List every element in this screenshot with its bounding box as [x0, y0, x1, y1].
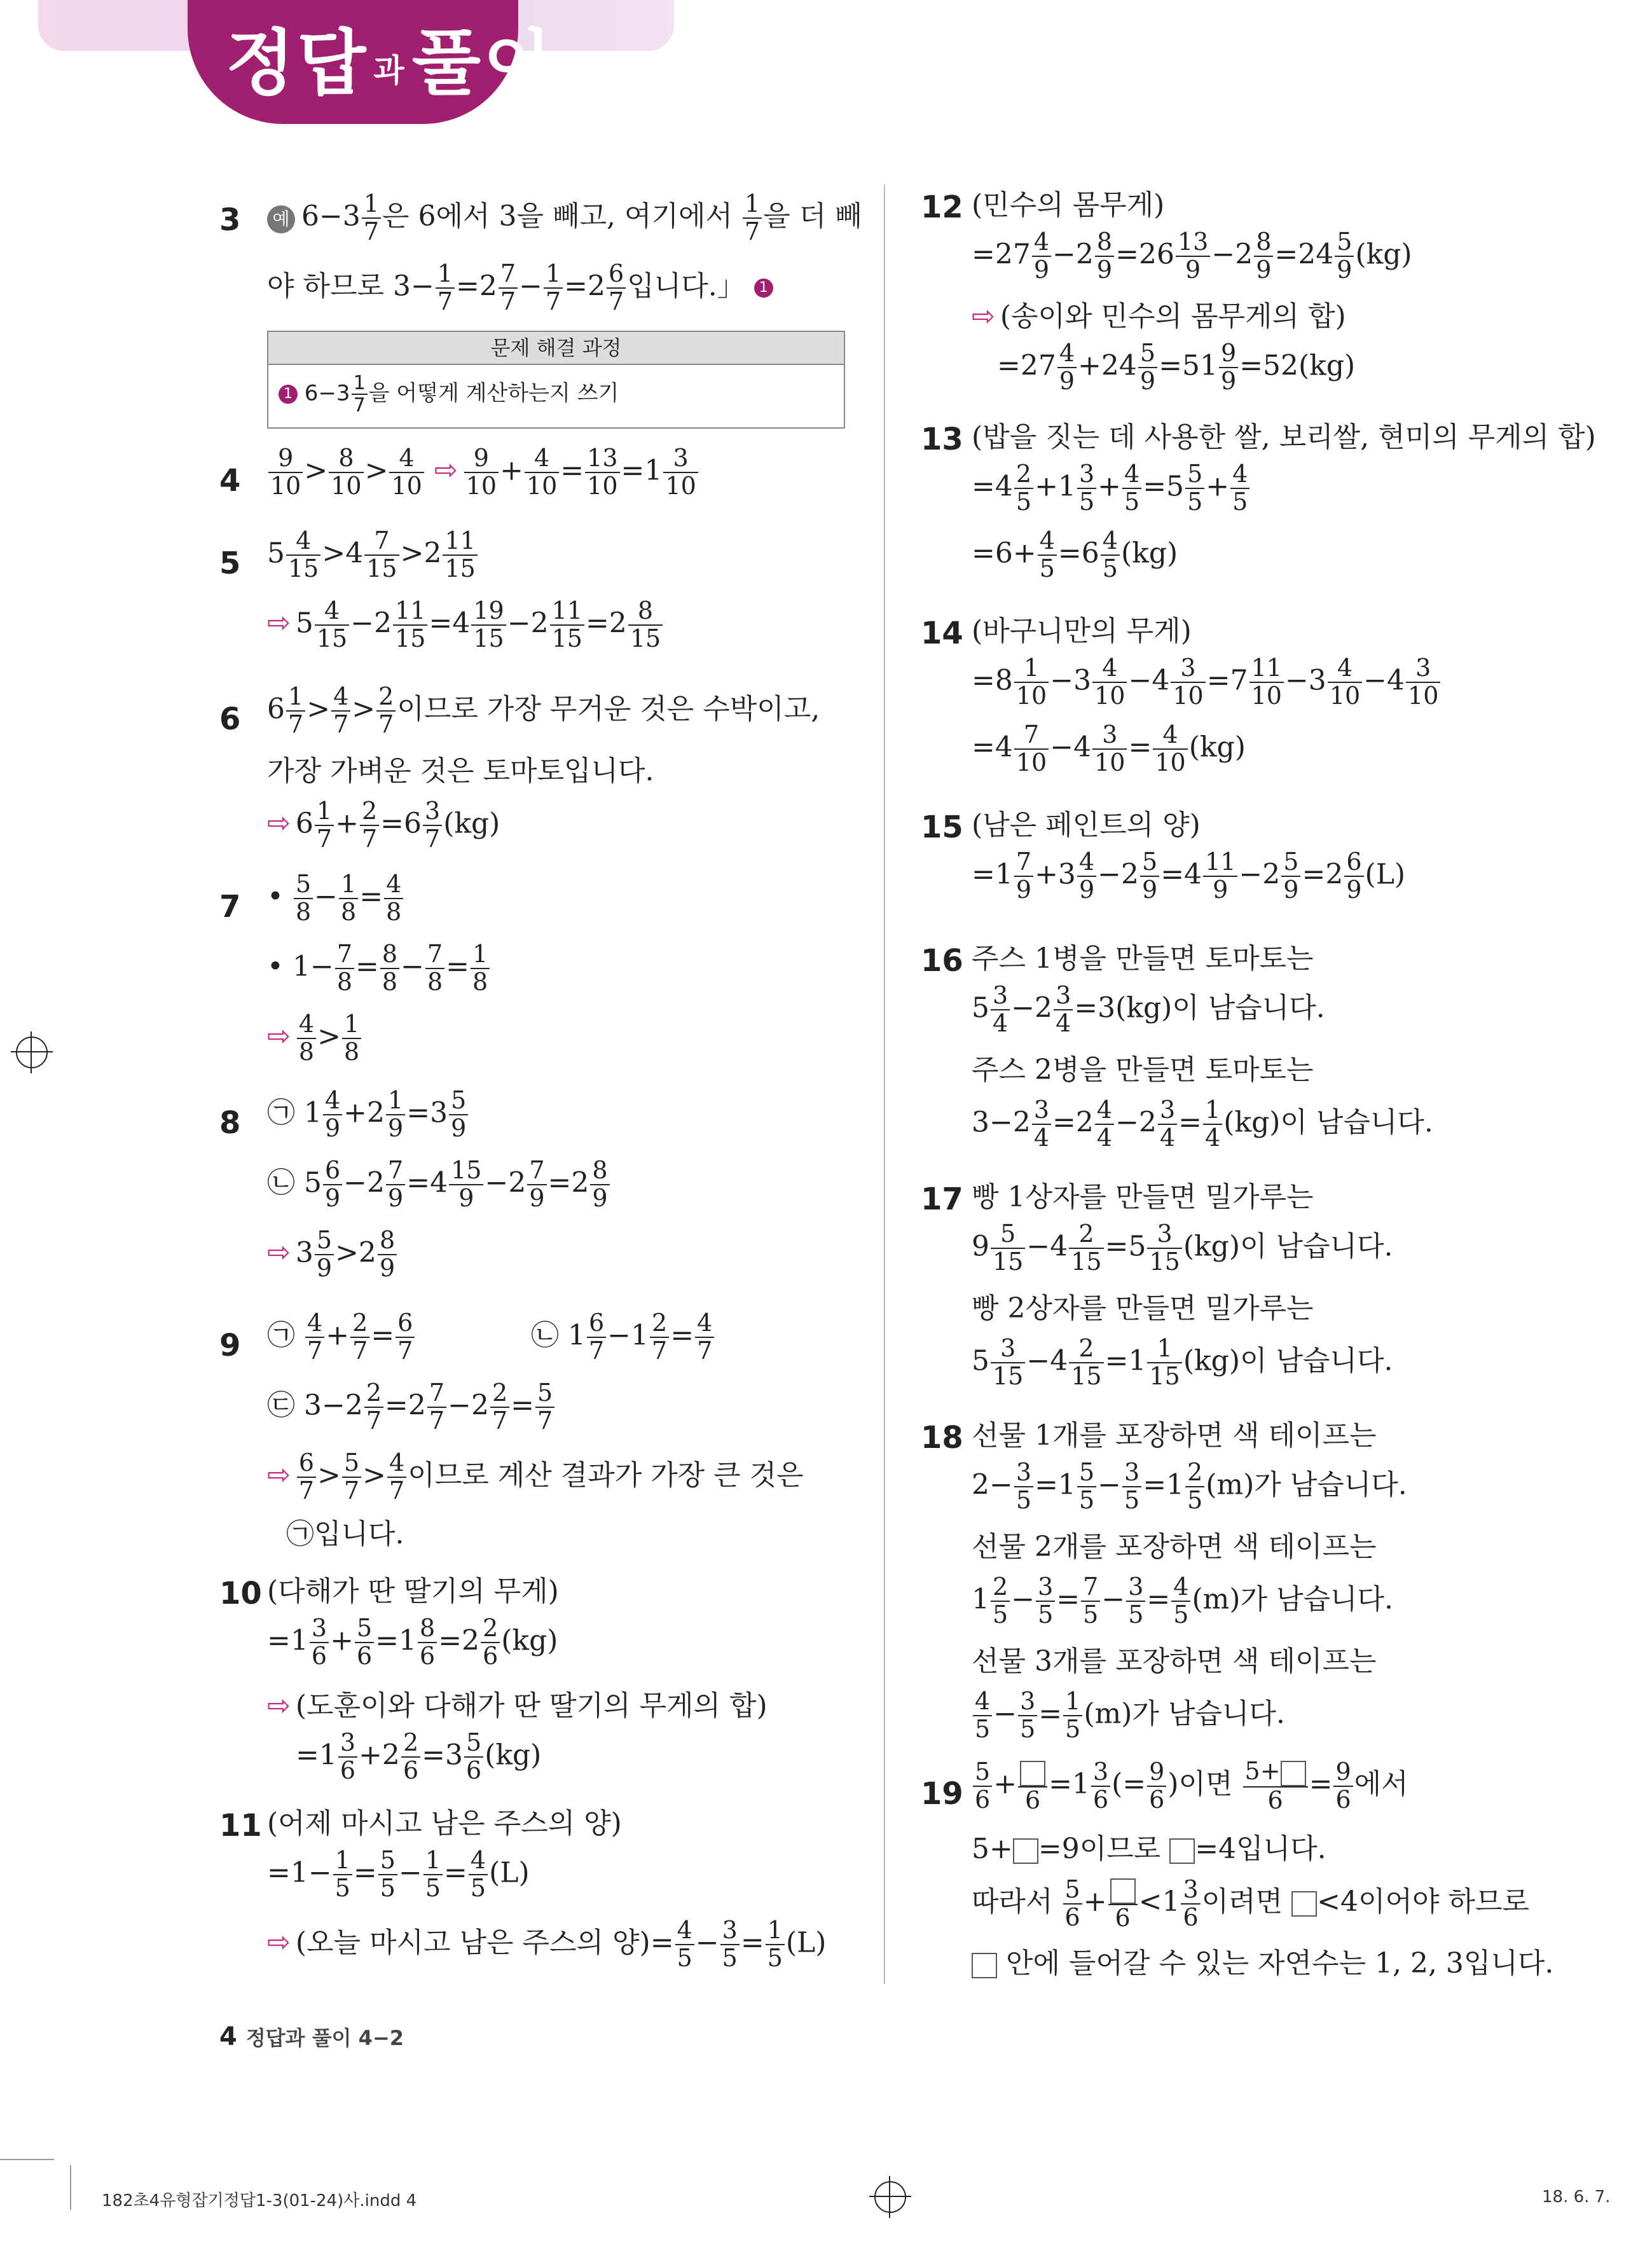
fraction: $\frac{9}{10}$: [268, 445, 303, 500]
problem-number: 4: [219, 463, 241, 499]
text: 이므로 계산 결과가 가장 큰 것은: [408, 1459, 804, 1492]
fraction: $\frac{5}{9}$: [449, 1087, 468, 1142]
problem-3-line1: [267, 191, 862, 245]
fraction: $\frac{7}{5}$: [1081, 1574, 1100, 1629]
step-1-marker: 1: [279, 385, 298, 404]
fraction: $\frac{1}{4}$: [1203, 1097, 1222, 1152]
arrow-icon: ⇨: [267, 607, 291, 640]
text: 은 6에서 3을 빼고, 여기에서: [382, 200, 733, 233]
fraction: $\frac{6}{7}$: [297, 1450, 316, 1505]
fraction: $\frac{4}{5}$: [1101, 528, 1120, 582]
problem-number: 8: [219, 1105, 241, 1141]
fraction: $\frac{5+}{6}$: [1243, 1758, 1308, 1814]
text: 을 더 빼: [763, 200, 862, 233]
fraction: $\frac{5}{5}$: [1185, 461, 1204, 516]
fraction: $\frac{4}{7}$: [695, 1310, 714, 1365]
fraction: $\frac{3}{6}$: [338, 1730, 357, 1784]
fraction: $\frac{5}{6}$: [973, 1759, 992, 1814]
problem-number: 7: [219, 889, 241, 925]
blank-box: [1013, 1838, 1038, 1864]
process-box-body: 1 6−3 $\frac{1}{7}$ 을 어떻게 계산하는지 쓰기: [268, 365, 844, 424]
registration-mark-icon: [874, 2181, 906, 2213]
fraction: $\frac{2}{6}$: [481, 1615, 500, 1670]
problem-16-line1: 주스 1병을 만들면 토마토는: [972, 942, 1314, 975]
fraction: $\frac{4}{7}$: [387, 1450, 406, 1505]
problem-18-line1: 선물 1개를 포장하면 색 테이프는: [972, 1419, 1377, 1452]
print-file-name: 182초4유형잡기정답1-3(01-24)사.indd 4: [102, 2191, 417, 2210]
fraction: $\frac{3}{10}$: [663, 445, 698, 500]
fraction: $\frac{4}{4}$: [1095, 1097, 1114, 1152]
fraction: $\frac{4}{5}$: [973, 1688, 992, 1743]
text: 6−3: [301, 200, 361, 233]
problem-7-line3: ⇨ $\frac{4}{8}$ > $\frac{1}{8}$: [267, 1011, 362, 1066]
footer-title: 정답과 풀이 4−2: [245, 2026, 404, 2050]
fraction: $\frac{1}{5}$: [423, 1847, 443, 1902]
text: (kg): [443, 807, 500, 840]
header-title-part1: 정답: [226, 22, 369, 105]
fraction: $\frac{3}{4}$: [991, 982, 1010, 1037]
blank-box: [1110, 1878, 1136, 1904]
fraction: $\frac{2}{5}$: [1014, 461, 1033, 516]
fraction: $\frac{7}{8}$: [335, 941, 354, 996]
problem-number: 14: [921, 616, 963, 651]
fraction: $\frac{3}{4}$: [1032, 1097, 1051, 1152]
fraction: $\frac{2}{15}$: [1069, 1335, 1103, 1390]
fraction: $\frac{9}{6}$: [1333, 1759, 1353, 1814]
problem-11-line1: (어제 마시고 남은 주스의 양): [267, 1807, 622, 1840]
fraction: $\frac{8}{6}$: [418, 1615, 437, 1670]
fraction: $\frac{3}{15}$: [991, 1335, 1025, 1390]
fraction: $\frac{6}{9}$: [323, 1157, 342, 1212]
arrow-icon: ⇨: [267, 1926, 291, 1959]
problem-number: 18: [921, 1420, 963, 1456]
problem-12-line1: (민수의 몸무게): [972, 189, 1165, 221]
text: (kg): [485, 1739, 542, 1772]
fraction: $\frac{3}{6}$: [1091, 1759, 1110, 1814]
fraction: $\frac{4}{10}$: [389, 445, 423, 500]
fraction: $\frac{2}{7}$: [490, 1380, 509, 1435]
column-divider: [884, 184, 885, 1984]
text: (kg): [1355, 238, 1412, 271]
fraction: $\frac{4}{5}$: [1122, 461, 1141, 516]
text: (송이와 민수의 몸무게의 합): [1000, 300, 1346, 333]
problem-number: 16: [921, 943, 963, 979]
page-number: 4: [219, 2022, 237, 2051]
fraction: $\frac{2}{7}$: [360, 798, 379, 853]
text: =4입니다.: [1195, 1833, 1326, 1865]
fraction: $\frac{1}{10}$: [1014, 655, 1049, 710]
fraction: $\frac{4}{9}$: [1057, 340, 1077, 395]
step-1-marker: 1: [754, 279, 773, 298]
problem-17-line4: 5 $\frac{3}{15}$ −4 $\frac{2}{15}$ =1 $\frac{1}{15}$ (kg)이 남습니다.: [972, 1334, 1393, 1390]
problem-18-line4: 1 $\frac{2}{5}$ − $\frac{3}{5}$ = $\frac{7}{5}$ − $\frac{3}{5}$ = $\frac{4}{5}$ (m)가 남습니다.: [972, 1573, 1393, 1629]
problem-8-line3: ⇨ 3 $\frac{5}{9}$ >2 $\frac{8}{9}$: [267, 1227, 398, 1282]
problem-16-line4: 3−2 $\frac{3}{4}$ =2 $\frac{4}{4}$ −2 $\frac{3}{4}$ = $\frac{1}{4}$ (kg)이 남습니다.: [972, 1096, 1433, 1152]
blank-box: [1169, 1838, 1195, 1864]
text: )이면: [1167, 1768, 1233, 1801]
problem-8-line2: ㉡ 5 $\frac{6}{9}$ −2 $\frac{7}{9}$ =4 $\frac{15}{9}$ −2 $\frac{7}{9}$ =2 $\frac{8}{9}$: [267, 1157, 611, 1212]
problem-number: 3: [219, 202, 241, 238]
process-box-title: 문제 해결 과정: [268, 332, 844, 365]
problem-8-line1: ㉠ 1 $\frac{4}{9}$ +2 $\frac{1}{9}$ =3 $\frac{5}{9}$: [267, 1087, 469, 1142]
problem-6-line1: 6 $\frac{1}{7}$ > $\frac{4}{7}$ > $\frac{2}{7}$ 이므로 가장 무거운 것은 수박이고,: [267, 682, 820, 738]
problem-12-line4: =27 $\frac{4}{9}$ +24 $\frac{5}{9}$ =51 $\frac{9}{9}$ =52(kg): [997, 339, 1356, 395]
fraction: $\frac{4}{7}$: [305, 1310, 324, 1365]
problem-6-line2: 가장 가벼운 것은 토마토입니다.: [267, 755, 654, 787]
text: (kg)이 남습니다.: [1223, 1106, 1433, 1139]
blank-box: [1281, 1761, 1306, 1786]
text: (L): [489, 1856, 530, 1889]
fraction: $\frac{5}{8}$: [294, 871, 313, 926]
fraction: $\frac{2}{6}$: [401, 1730, 420, 1784]
fraction: $\frac{3}{5}$: [1018, 1688, 1037, 1743]
problem-14-line1: (바구니만의 무게): [972, 615, 1192, 647]
fraction: $\frac{4}{5}$: [1171, 1574, 1190, 1629]
fraction: $\frac{5}{6}$: [464, 1730, 483, 1784]
fraction: $\frac{9}{6}$: [1147, 1759, 1166, 1814]
header-title-small: 과: [373, 52, 407, 90]
fraction: $\frac{2}{15}$: [1069, 1221, 1103, 1276]
problem-14-line3: =4 $\frac{7}{10}$ −4 $\frac{3}{10}$ = $\frac{4}{10}$ (kg): [972, 720, 1246, 776]
fraction: $\frac{3}{10}$: [1406, 655, 1440, 710]
text: (kg): [1298, 349, 1356, 382]
fraction: $\frac{5}{15}$: [991, 1221, 1025, 1276]
fraction: $\frac{11}{9}$: [1203, 849, 1237, 904]
text: (m)가 남습니다.: [1192, 1583, 1393, 1616]
fraction: $\frac{3}{5}$: [1077, 461, 1096, 516]
fraction: $\frac{1}{7}$: [315, 798, 334, 853]
problem-7-line2: • 1− $\frac{7}{8}$ = $\frac{8}{8}$ − $\frac{7}{8}$ = $\frac{1}{8}$: [267, 941, 491, 996]
fraction: $\frac{7}{9}$: [386, 1157, 405, 1212]
problem-16-line2: 5 $\frac{3}{4}$ −2 $\frac{3}{4}$ =3(kg)이 남습니다.: [972, 981, 1325, 1037]
problem-11-line2: =1− $\frac{1}{5}$ = $\frac{5}{5}$ − $\frac{1}{5}$ = $\frac{4}{5}$ (L): [267, 1846, 530, 1902]
problem-10-line4: =1 $\frac{3}{6}$ +2 $\frac{2}{6}$ =3 $\frac{5}{6}$ (kg): [296, 1728, 542, 1784]
print-date: 18. 6. 7.: [1542, 2188, 1611, 2207]
fraction: $\frac{4}{10}$: [1328, 655, 1362, 710]
fraction: $\frac{11}{10}$: [1249, 655, 1284, 710]
fraction: $\frac{7}{8}$: [425, 941, 444, 996]
problem-number: 13: [921, 422, 963, 457]
fraction: 6: [1018, 1758, 1047, 1814]
fraction: $\frac{1}{7}$: [544, 261, 563, 315]
fraction: $\frac{2}{7}$: [350, 1310, 369, 1365]
problem-number: 17: [921, 1182, 963, 1217]
fraction: $\frac{4}{10}$: [525, 445, 559, 500]
fraction: $\frac{1}{8}$: [471, 941, 490, 996]
fraction: $\frac{5}{6}$: [355, 1615, 374, 1670]
header-title-part2: 풀이: [411, 22, 555, 105]
fraction: $\frac{4}{5}$: [469, 1847, 488, 1902]
fraction: $\frac{3}{7}$: [423, 798, 442, 853]
fraction: $\frac{5}{7}$: [342, 1450, 361, 1505]
problem-9-line1: ㉠ $\frac{4}{7}$ + $\frac{2}{7}$ = $\frac{6}{7}$: [267, 1310, 416, 1365]
text: 야 하므로 3−: [267, 270, 434, 303]
arrow-icon: ⇨: [434, 454, 458, 487]
text: 따라서: [972, 1885, 1053, 1919]
text: 이므로 가장 무거운 것은 수박이고,: [397, 692, 820, 726]
text: (L): [1365, 858, 1406, 891]
fraction: $\frac{4}{9}$: [1077, 849, 1096, 904]
crop-mark: [0, 2159, 54, 2160]
text: 에서: [1354, 1768, 1408, 1801]
text: =3(kg)이 남습니다.: [1074, 991, 1325, 1024]
problem-number: 6: [219, 701, 241, 737]
fraction: $\frac{1}{9}$: [386, 1087, 405, 1142]
fraction: $\frac{5}{9}$: [1138, 340, 1157, 395]
fraction: $\frac{7}{7}$: [499, 261, 518, 315]
fraction: $\frac{5}{9}$: [1281, 849, 1300, 904]
fraction: $\frac{1}{5}$: [1063, 1688, 1082, 1743]
fraction: $\frac{5}{9}$: [1140, 849, 1159, 904]
fraction: $\frac{19}{15}$: [471, 598, 506, 652]
problem-solving-process-box: [267, 331, 845, 429]
fraction: $\frac{7}{15}$: [364, 528, 399, 582]
fraction: $\frac{3}{10}$: [1092, 722, 1127, 776]
fraction: $\frac{3}{15}$: [1147, 1221, 1181, 1276]
fraction: $\frac{11}{15}$: [443, 528, 477, 582]
fraction: $\frac{3}{10}$: [1171, 655, 1205, 710]
fraction: $\frac{2}{7}$: [650, 1310, 669, 1365]
fraction: $\frac{4}{5}$: [675, 1917, 694, 1972]
problem-number: 10: [219, 1576, 262, 1611]
fraction: $\frac{6}{7}$: [607, 261, 626, 315]
text: 안에 들어갈 수 있는 자연수는 1, 2, 3입니다.: [1006, 1947, 1554, 1980]
fraction: $\frac{11}{15}$: [550, 598, 584, 652]
fraction: $\frac{4}{15}$: [315, 598, 349, 652]
text: (오늘 마시고 남은 주스의 양)=: [295, 1926, 674, 1959]
problem-19-line4: [972, 1943, 1553, 1985]
problem-number: 12: [921, 189, 963, 225]
problem-12-line3: [972, 296, 1346, 338]
problem-19-line3: 따라서 $\frac{5}{6}$ + 6 <1 $\frac{3}{6}$ 이려면 <4이어야 하므로: [972, 1875, 1530, 1932]
problem-number: 9: [219, 1328, 241, 1363]
problem-13-line3: =6+ $\frac{4}{5}$ =6 $\frac{4}{5}$ (kg): [972, 527, 1178, 582]
fraction: $\frac{3}{4}$: [1158, 1097, 1177, 1152]
problem-11-line3: ⇨ (오늘 마시고 남은 주스의 양)= $\frac{4}{5}$ − $\frac{3}{5}$ = $\frac{1}{5}$ (L): [267, 1916, 827, 1972]
problem-15-line1: (남은 페인트의 양): [972, 809, 1201, 841]
fraction: $\frac{1}{8}$: [339, 871, 358, 926]
fraction: $\frac{8}{15}$: [628, 598, 663, 652]
problem-15-line2: =1 $\frac{7}{9}$ +3 $\frac{4}{9}$ −2 $\frac{5}{9}$ =4 $\frac{11}{9}$ −2 $\frac{5}{9}$ =2 $\frac{6}{9}$ (L): [972, 848, 1406, 904]
fraction: $\frac{3}{5}$: [1122, 1459, 1141, 1514]
problem-9-line3: ⇨ $\frac{6}{7}$ > $\frac{5}{7}$ > $\frac{4}{7}$ 이므로 계산 결과가 가장 큰 것은: [267, 1449, 804, 1505]
problem-18-line6: $\frac{4}{5}$ − $\frac{3}{5}$ = $\frac{1}{5}$ (m)가 남습니다.: [972, 1688, 1285, 1743]
fraction: $\frac{2}{5}$: [991, 1574, 1010, 1629]
text: 을 어떻게 계산하는지 쓰기: [368, 380, 619, 406]
blank-box: [1291, 1891, 1317, 1917]
fraction: $\frac{11}{15}$: [393, 598, 427, 652]
arrow-icon: ⇨: [267, 1690, 291, 1722]
fraction: $\frac{5}{9}$: [1335, 229, 1354, 284]
arrow-icon: ⇨: [267, 1020, 291, 1053]
fraction: $\frac{15}{9}$: [449, 1157, 483, 1212]
fraction: $\frac{3}{5}$: [1126, 1574, 1145, 1629]
fraction: $\frac{6}{7}$: [396, 1310, 415, 1365]
problem-18-line2: 2− $\frac{3}{5}$ =1 $\frac{5}{5}$ − $\frac{3}{5}$ =1 $\frac{2}{5}$ (m)가 남습니다.: [972, 1458, 1407, 1514]
problem-4-line1: $\frac{9}{10}$ > $\frac{8}{10}$ > $\frac{4}{10}$ ⇨ $\frac{9}{10}$ + $\frac{4}{10}$ = $\frac{13}{10}$ =1 $\frac{3}{10}$: [267, 445, 699, 500]
fraction: $\frac{4}{5}$: [1230, 461, 1249, 516]
arrow-icon: ⇨: [972, 300, 995, 333]
problem-18-line5: 선물 3개를 포장하면 색 테이프는: [972, 1645, 1377, 1678]
fraction: $\frac{4}{9}$: [1032, 229, 1051, 284]
fraction: $\frac{4}{7}$: [331, 684, 350, 738]
text: =9이므로: [1038, 1833, 1161, 1865]
text: (m)가 남습니다.: [1206, 1468, 1407, 1501]
fraction: $\frac{2}{7}$: [376, 684, 396, 738]
fraction: $\frac{2}{7}$: [364, 1380, 383, 1435]
fraction: $\frac{5}{6}$: [1063, 1877, 1082, 1931]
fraction: $\frac{3}{5}$: [1014, 1459, 1033, 1514]
fraction: $\frac{5}{5}$: [378, 1847, 397, 1902]
page-header-title: [226, 6, 554, 109]
arrow-icon: ⇨: [267, 1236, 291, 1269]
text: <4이어야 하므로: [1317, 1885, 1530, 1919]
fraction: $\frac{6}{9}$: [1344, 849, 1363, 904]
text: (kg)이 남습니다.: [1183, 1344, 1393, 1377]
problem-5-line2: ⇨ 5 $\frac{4}{15}$ −2 $\frac{11}{15}$ =4 $\frac{19}{15}$ −2 $\frac{11}{15}$ =2 $\frac{8}{15}$: [267, 598, 664, 652]
fraction: $\frac{3}{5}$: [1036, 1574, 1055, 1629]
fraction: $\frac{1}{5}$: [766, 1917, 785, 1972]
problem-9-line1b: ㉡ 1 $\frac{6}{7}$ −1 $\frac{2}{7}$ = $\frac{4}{7}$: [531, 1310, 715, 1365]
fraction: $\frac{4}{15}$: [286, 528, 320, 582]
problem-12-line2: =27 $\frac{4}{9}$ −2 $\frac{8}{9}$ =26 $\frac{13}{9}$ −2 $\frac{8}{9}$ =24 $\frac{5}{9}$ (kg): [972, 228, 1412, 284]
fraction: $\frac{1}{8}$: [342, 1011, 361, 1066]
problem-18-line3: 선물 2개를 포장하면 색 테이프는: [972, 1531, 1377, 1563]
problem-number: 5: [219, 546, 241, 581]
text: (m)가 남습니다.: [1084, 1697, 1285, 1730]
fraction: $\frac{3}{6}$: [1181, 1877, 1200, 1931]
crop-mark: [70, 2165, 71, 2210]
example-badge: 예: [267, 205, 295, 233]
fraction: $\frac{1}{15}$: [1147, 1335, 1181, 1390]
fraction: $\frac{13}{9}$: [1176, 229, 1210, 284]
fraction: $\frac{8}{8}$: [380, 941, 399, 996]
problem-number: 19: [921, 1776, 963, 1812]
text: (L): [785, 1926, 827, 1959]
fraction: $\frac{1}{7}$: [362, 191, 381, 245]
problem-19-line2: 5+ =9이므로 =4입니다.: [972, 1833, 1326, 1865]
text: (kg): [1120, 537, 1178, 570]
problem-17-line2: 9 $\frac{5}{15}$ −4 $\frac{2}{15}$ =5 $\frac{3}{15}$ (kg)이 남습니다.: [972, 1220, 1393, 1276]
fraction: $\frac{8}{9}$: [1095, 229, 1114, 284]
fraction: $\frac{1}{7}$: [743, 191, 762, 245]
fraction: $\frac{9}{10}$: [464, 445, 499, 500]
problem-10-line1: (다해가 딴 딸기의 무게): [267, 1575, 559, 1608]
blank-box: [972, 1953, 997, 1978]
fraction: $\frac{6}{7}$: [587, 1310, 606, 1365]
fraction: $\frac{4}{8}$: [297, 1011, 316, 1066]
text: (kg)이 남습니다.: [1183, 1230, 1393, 1263]
fraction: $\frac{7}{9}$: [1014, 849, 1033, 904]
problem-10-line3: [267, 1685, 767, 1727]
problem-5-line1: 5 $\frac{4}{15}$ >4 $\frac{7}{15}$ >2 $\frac{11}{15}$: [267, 528, 479, 582]
fraction: $\frac{4}{10}$: [1153, 722, 1187, 776]
problem-7-line1: • $\frac{5}{8}$ − $\frac{1}{8}$ = $\frac{4}{8}$: [267, 871, 404, 926]
problem-10-line2: =1 $\frac{3}{6}$ + $\frac{5}{6}$ =1 $\frac{8}{6}$ =2 $\frac{2}{6}$ (kg): [267, 1614, 558, 1670]
problem-13-line1: (밥을 짓는 데 사용한 쌀, 보리쌀, 현미의 무게의 합): [972, 421, 1596, 453]
fraction: $\frac{4}{5}$: [1038, 528, 1057, 582]
problem-13-line2: =4 $\frac{2}{5}$ +1 $\frac{3}{5}$ + $\frac{4}{5}$ =5 $\frac{5}{5}$ + $\frac{4}{5}$: [972, 461, 1251, 516]
fraction: $\frac{4}{8}$: [384, 871, 403, 926]
fraction: $\frac{8}{9}$: [1254, 229, 1273, 284]
fraction: $\frac{4}{9}$: [323, 1087, 342, 1142]
problem-9-line4: ㉠입니다.: [286, 1518, 404, 1550]
fraction: $\frac{1}{7}$: [286, 684, 305, 738]
fraction: $\frac{3}{4}$: [1054, 982, 1073, 1037]
fraction: $\frac{8}{10}$: [329, 445, 363, 500]
fraction: $\frac{7}{9}$: [527, 1157, 546, 1212]
problem-16-line3: 주스 2병을 만들면 토마토는: [972, 1054, 1314, 1086]
fraction: $\frac{8}{9}$: [378, 1227, 397, 1282]
problem-number: 11: [219, 1808, 262, 1843]
problem-9-line2: ㉢ 3−2 $\frac{2}{7}$ =2 $\frac{7}{7}$ −2 $\frac{2}{7}$ = $\frac{5}{7}$: [267, 1380, 556, 1435]
text: 입니다.」: [627, 270, 745, 303]
fraction: $\frac{3}{5}$: [720, 1917, 740, 1972]
text: (도훈이와 다해가 딴 딸기의 무게의 합): [295, 1690, 767, 1722]
fraction: $\frac{1}{5}$: [333, 1847, 352, 1902]
fraction: $\frac{7}{7}$: [427, 1380, 446, 1435]
fraction: $\frac{7}{10}$: [1014, 722, 1049, 776]
problem-17-line3: 빵 2상자를 만들면 밀가루는: [972, 1292, 1314, 1325]
arrow-icon: ⇨: [267, 1459, 291, 1492]
text: 이려면: [1201, 1885, 1283, 1919]
problem-19-line1: $\frac{5}{6}$ + 6 =1 $\frac{3}{6}$ (= $\frac{9}{6}$ )이면 $\frac{5+}{6}$ = $\frac{9}{6}$ 에서: [972, 1758, 1408, 1814]
fraction: $\frac{4}{10}$: [1092, 655, 1127, 710]
fraction: $\frac{5}{7}$: [535, 1380, 554, 1435]
problem-17-line1: 빵 1상자를 만들면 밀가루는: [972, 1181, 1314, 1213]
fraction: $\frac{2}{5}$: [1185, 1459, 1204, 1514]
footer-page-label: [219, 2022, 404, 2051]
fraction: $\frac{9}{9}$: [1219, 340, 1238, 395]
problem-14-line2: =8 $\frac{1}{10}$ −3 $\frac{4}{10}$ −4 $\frac{3}{10}$ =7 $\frac{11}{10}$ −3 $\frac{4}{10}$ −4 $\frac{3}{10}$: [972, 655, 1442, 710]
problem-6-line3: ⇨ 6 $\frac{1}{7}$ + $\frac{2}{7}$ =6 $\frac{3}{7}$ (kg): [267, 797, 500, 853]
text: (kg): [501, 1624, 558, 1657]
fraction: 6: [1108, 1876, 1138, 1931]
fraction: $\frac{5}{9}$: [315, 1227, 334, 1282]
blank-box: [1020, 1761, 1045, 1786]
registration-mark-icon: [16, 1037, 48, 1068]
fraction: $\frac{13}{10}$: [585, 445, 619, 500]
fraction: $\frac{3}{6}$: [310, 1615, 329, 1670]
problem-3-line2: 야 하므로 3− $\frac{1}{7}$ =2 $\frac{7}{7}$ − $\frac{1}{7}$ =2 $\frac{6}{7}$ 입니다.」 1: [267, 261, 773, 315]
problem-number: 15: [921, 810, 963, 845]
text: (kg): [1188, 731, 1246, 764]
fraction: $\frac{1}{7}$: [352, 373, 368, 416]
fraction: $\frac{5}{5}$: [1077, 1459, 1096, 1514]
fraction: $\frac{8}{9}$: [590, 1157, 609, 1212]
arrow-icon: ⇨: [267, 807, 291, 840]
fraction: $\frac{1}{7}$: [436, 261, 455, 315]
